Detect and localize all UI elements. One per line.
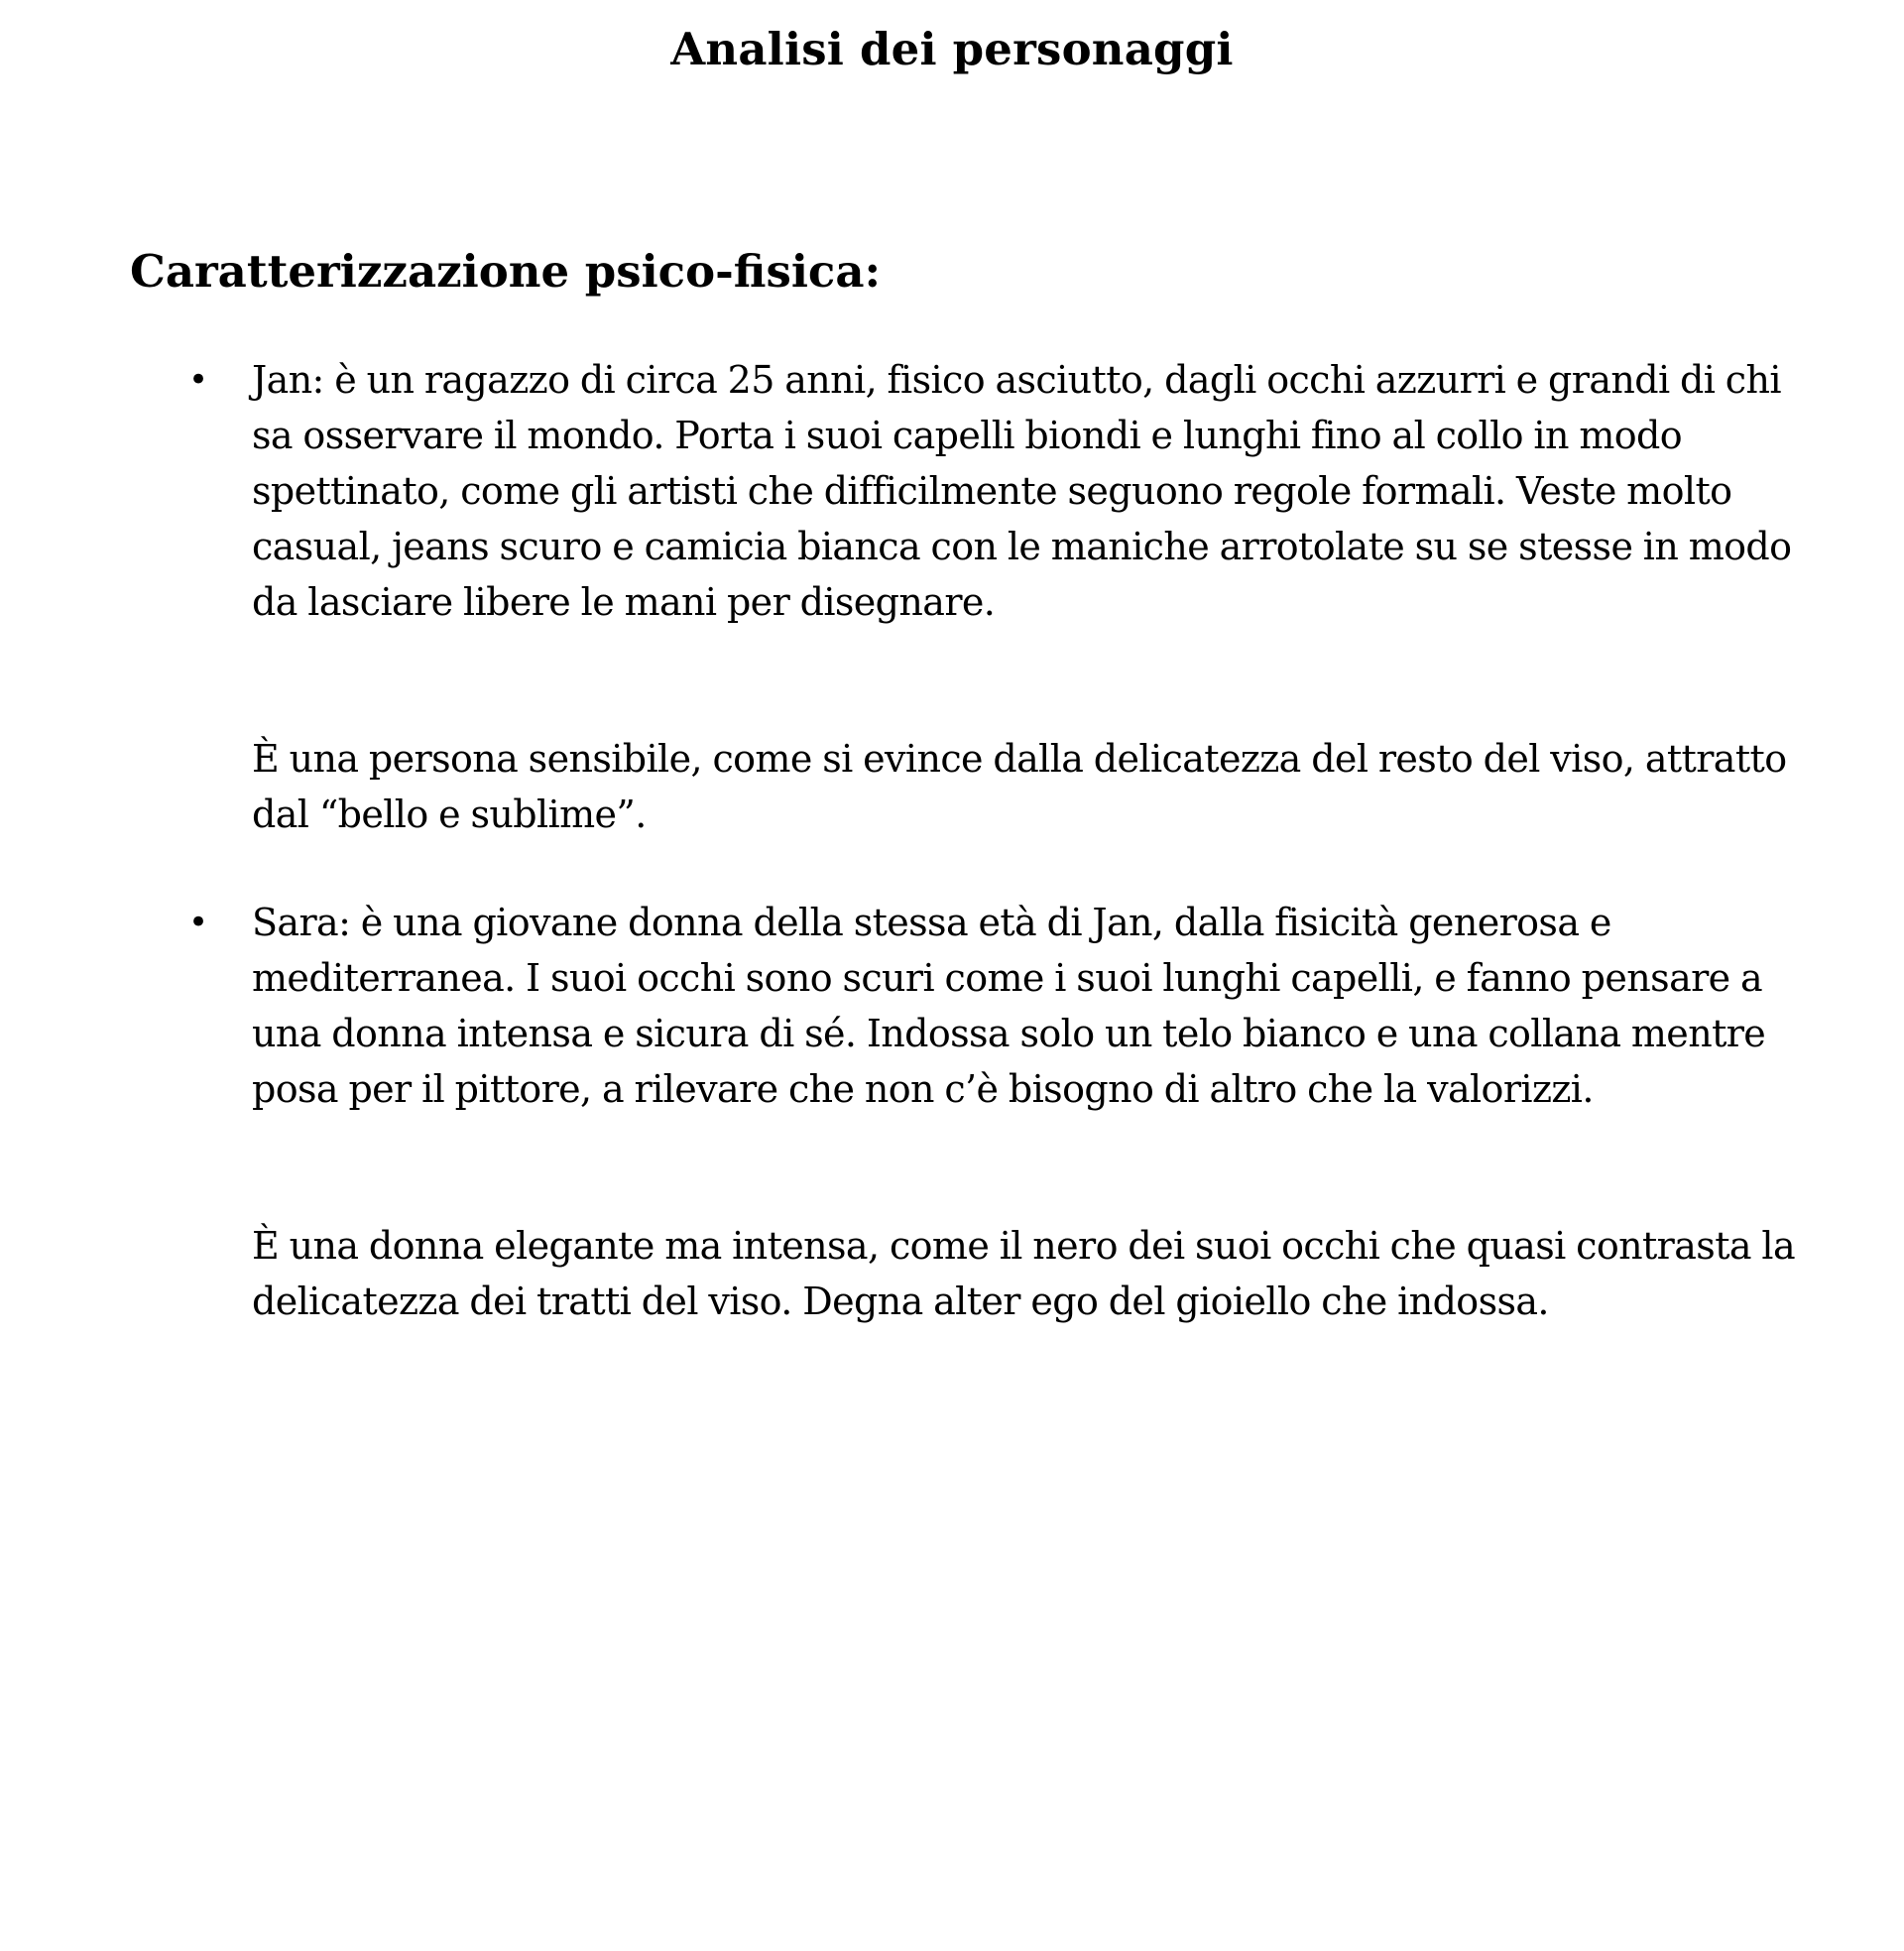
sara-personality: È una donna elegante ma intensa, come il nero dei suoi occhi che quasi contrasta la delicatezza dei tratti del viso. Degna alter ego del gioiello che indossa. [252,1224,1796,1323]
section-heading: Caratterizzazione psico-fisica: [130,245,882,298]
sara-description: Sara: è una giovane donna della stessa età di Jan, dalla fisicità generosa e mediterranea. I suoi occhi sono scuri come i suoi lunghi capelli, e fanno pensare a una donna intensa e sicura di sé. Indossa solo un telo bianco e una collana mentre posa per il pittore, a rilevare che non c’è bisogno di altro che la valorizzi. [252,901,1766,1111]
jan-description: Jan: è un ragazzo di circa 25 anni, fisico asciutto, dagli occhi azzurri e grandi di chi sa osservare il mondo. Porta i suoi capelli biondi e lunghi fino al collo in modo spettinato, come gli artisti che difficilmente seguono regole formali. Veste molto casual, jeans scuro e camicia bianca con le maniche arrotolate su se stesse in modo da lasciare libere le mani per disegnare. [252,358,1792,624]
jan-personality: È una persona sensibile, come si evince dalla delicatezza del resto del viso, attratto dal “bello e sublime”. [252,737,1787,836]
bullet-icon: • [188,903,209,942]
document-title: Analisi dei personaggi [670,23,1234,75]
bullet-icon: • [188,360,209,400]
